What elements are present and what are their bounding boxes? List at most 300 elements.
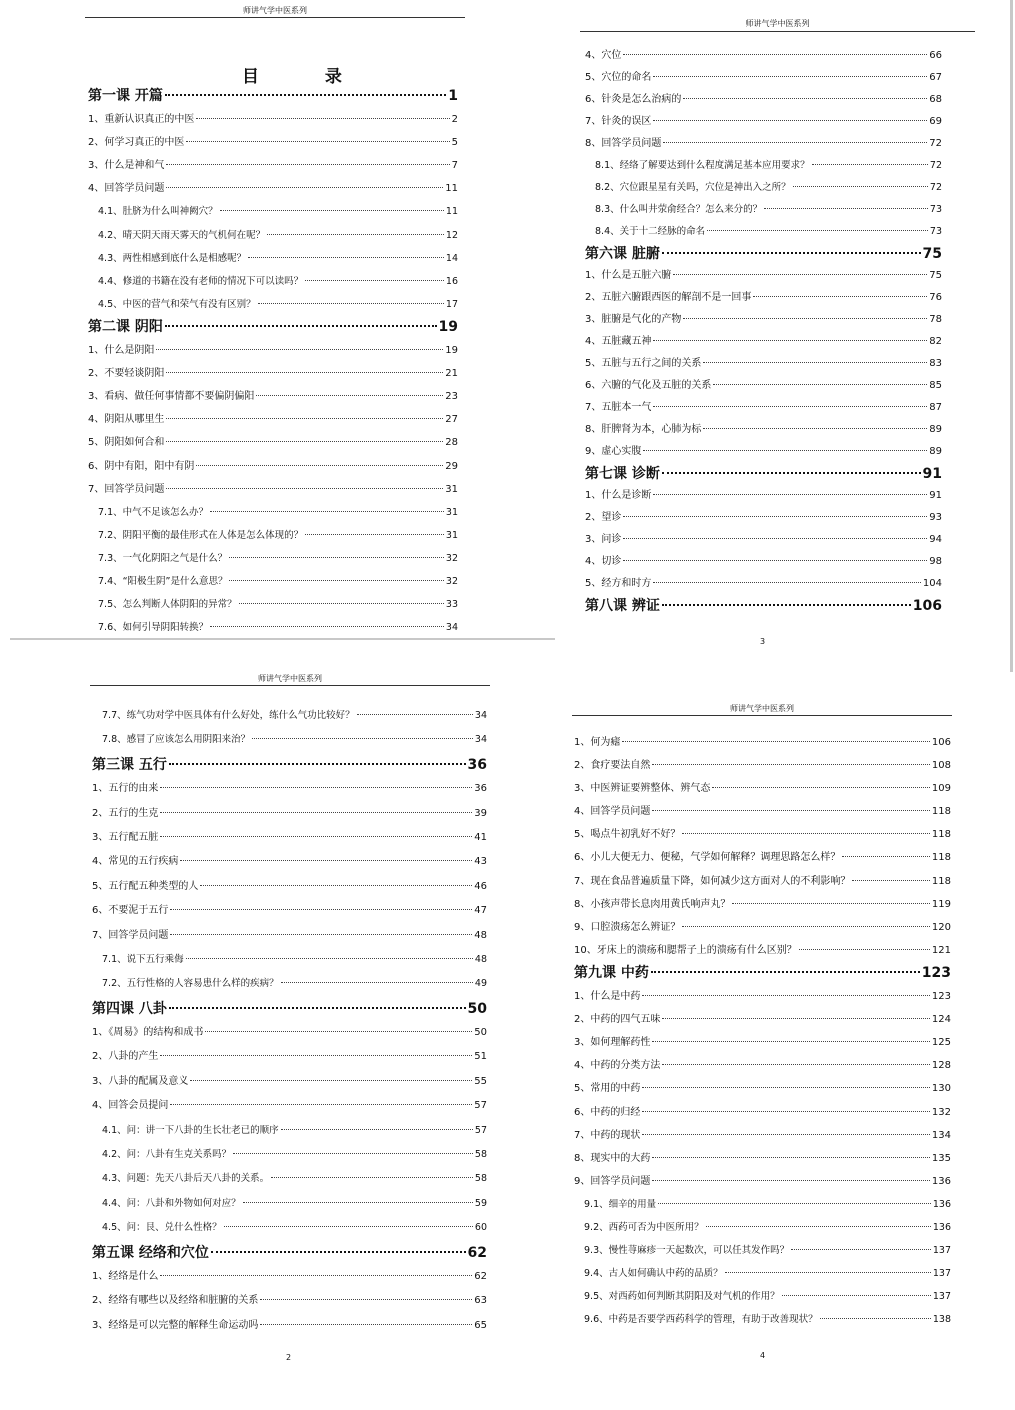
entry-page-number: 31: [445, 506, 458, 518]
entry-title: 4、穴位: [585, 50, 622, 61]
entry-page-number: 65: [474, 1319, 487, 1331]
page-edge: [1010, 0, 1013, 672]
dot-leader: [791, 1249, 931, 1250]
header-rule: [580, 31, 975, 32]
entry-page-number: 48: [474, 929, 487, 941]
entry-title: 5、五行配五种类型的人: [92, 880, 199, 892]
toc-page-1: [10, 0, 555, 640]
entry-title: 第八课 辨证: [585, 598, 660, 614]
dot-leader: [160, 812, 472, 813]
toc-entry: [574, 846, 951, 869]
entry-title: 2、中药的四气五味: [574, 1014, 661, 1026]
entry-page-number: 49: [474, 978, 487, 990]
dot-leader: [156, 349, 443, 350]
dot-leader: [782, 1295, 931, 1296]
toc-entry: [585, 287, 942, 309]
entry-title: 7、针灸的误区: [585, 116, 652, 127]
entry-page-number: 51: [474, 1051, 487, 1063]
toc-entry: [574, 800, 951, 823]
dot-leader: [662, 604, 911, 606]
entry-page-number: 31: [445, 483, 458, 495]
toc-entry: [92, 826, 487, 850]
entry-page-number: 68: [929, 94, 942, 105]
entry-page-number: 72: [929, 138, 942, 149]
entry-page-number: 75: [922, 246, 942, 262]
entry-title: 4、阴阳从哪里生: [88, 414, 165, 426]
dot-leader: [652, 1041, 930, 1042]
entry-title: 6、阴中有阳，阳中有阴: [88, 460, 195, 472]
entry-title: 1、什么是阴阳: [88, 345, 155, 357]
entry-page-number: 104: [922, 578, 942, 589]
toc-entry: [585, 419, 942, 441]
entry-page-number: 11: [445, 183, 458, 195]
entry-title: 第二课 阴阳: [88, 318, 163, 335]
entry-page-number: 34: [445, 622, 458, 634]
dot-leader: [820, 1318, 931, 1319]
entry-title: 第六课 脏腑: [585, 246, 660, 262]
toc-entry: [585, 265, 942, 287]
entry-title: 4、回答学员问题: [574, 806, 651, 818]
entry-title: 6、中药的归经: [574, 1106, 641, 1118]
toc-entry: [574, 1193, 951, 1216]
toc-entry: [88, 339, 458, 362]
dot-leader: [165, 94, 446, 96]
dot-leader: [248, 257, 444, 258]
header-rule: [572, 715, 952, 716]
dot-leader: [663, 142, 927, 143]
toc-entry: [585, 485, 942, 507]
entry-title: 2、不要轻谈阴阳: [88, 368, 165, 380]
dot-leader: [220, 210, 444, 211]
toc-entry: [574, 731, 951, 754]
dot-leader: [210, 511, 444, 512]
dot-leader: [653, 494, 927, 495]
dot-leader: [211, 1251, 466, 1253]
page-header: 师讲气学中医系列: [258, 674, 322, 683]
entry-title: 1、什么是中药: [574, 991, 641, 1003]
entry-page-number: 78: [929, 314, 942, 325]
dot-leader: [642, 995, 930, 996]
entry-page-number: 55: [474, 1075, 487, 1087]
entry-page-number: 50: [474, 1027, 487, 1039]
entry-page-number: 5: [451, 137, 458, 149]
entry-page-number: 118: [931, 875, 951, 887]
entry-page-number: 23: [445, 391, 458, 403]
toc-entry: [92, 948, 487, 972]
entry-page-number: 46: [474, 880, 487, 892]
entry-title: 3、如何理解药性: [574, 1037, 651, 1049]
toc-chapter-entry: [574, 962, 951, 985]
entry-title: 2、八卦的产生: [92, 1051, 159, 1063]
toc-entry: [574, 939, 951, 962]
dot-leader: [190, 1080, 472, 1081]
entry-title: 1、五行的由来: [92, 783, 159, 795]
entry-page-number: 67: [929, 72, 942, 83]
dot-leader: [753, 296, 927, 297]
entry-title: 4.4、修道的书籍在没有老师的情况下可以读吗？: [98, 275, 304, 287]
toc-entry: [574, 777, 951, 800]
toc-chapter-entry: [585, 463, 942, 485]
entry-page-number: 119: [931, 898, 951, 910]
entry-page-number: 50: [467, 1000, 487, 1017]
entry-title: 2、五行的生克: [92, 807, 159, 819]
dot-leader: [706, 1226, 931, 1227]
entry-title: 5、阴阳如何合和: [88, 437, 165, 449]
entry-title: 4.1、肚脐为什么叫神阙穴？: [98, 206, 218, 218]
toc-entry: [574, 754, 951, 777]
entry-title: 4、中药的分类方法: [574, 1060, 661, 1072]
dot-leader: [160, 1275, 472, 1276]
dot-leader: [252, 738, 473, 739]
dot-leader: [229, 557, 444, 558]
entry-title: 7.4、“阳极生阴”是什么意思？: [98, 575, 228, 587]
entry-title: 3、中医辨证要辨整体、辨气态: [574, 783, 711, 795]
dot-leader: [642, 1134, 930, 1135]
entry-title: 3、问诊: [585, 534, 622, 545]
dot-leader: [166, 164, 449, 165]
dot-leader: [623, 54, 927, 55]
toc-entry: [92, 850, 487, 874]
toc-entry: [574, 1054, 951, 1077]
dot-leader: [652, 1180, 930, 1181]
entry-page-number: 137: [932, 1268, 951, 1280]
dot-leader: [239, 603, 444, 604]
toc-entry: [585, 353, 942, 375]
dot-leader: [812, 164, 928, 165]
header-rule: [90, 685, 490, 686]
dot-leader: [271, 1177, 473, 1178]
page-header: 师讲气学中医系列: [730, 704, 794, 713]
dot-leader: [166, 441, 443, 442]
toc-entry: [92, 972, 487, 996]
entry-page-number: 73: [929, 204, 942, 215]
toc-entry: [88, 362, 458, 385]
entry-title: 1、经络是什么: [92, 1270, 159, 1282]
entry-page-number: 16: [445, 275, 458, 287]
dot-leader: [793, 186, 928, 187]
dot-leader: [166, 372, 443, 373]
dot-leader: [651, 971, 920, 973]
dot-leader: [260, 1299, 472, 1300]
entry-title: 第一课 开篇: [88, 88, 163, 104]
dot-leader: [200, 885, 472, 886]
entry-page-number: 72: [929, 182, 942, 193]
entry-title: 2、五脏六腑跟西医的解剖不是一回事: [585, 292, 752, 303]
entry-page-number: 34: [474, 710, 487, 721]
entry-page-number: 11: [445, 206, 458, 218]
toc-entries: [88, 85, 458, 639]
toc-chapter-entry: [92, 997, 487, 1021]
dot-leader: [166, 418, 443, 419]
dot-leader: [703, 362, 927, 363]
page-divider: [10, 638, 555, 640]
entry-page-number: 118: [931, 852, 951, 864]
toc-entry: [574, 916, 951, 939]
dot-leader: [703, 428, 927, 429]
entry-page-number: 83: [929, 358, 942, 369]
dot-leader: [653, 340, 927, 341]
toc-entry: [574, 1216, 951, 1239]
dot-leader: [652, 764, 930, 765]
entry-page-number: 125: [931, 1037, 951, 1049]
toc-entry: [574, 893, 951, 916]
entry-title: 5、喝点牛初乳好不好？: [574, 829, 681, 841]
dot-leader: [799, 949, 930, 950]
dot-leader: [305, 280, 444, 281]
entry-page-number: 93: [929, 512, 942, 523]
entry-title: 2、何学习真正的中医: [88, 137, 185, 149]
entry-page-number: 66: [929, 50, 942, 61]
toc-entry: [585, 67, 942, 89]
dot-leader: [622, 741, 930, 742]
dot-leader: [643, 450, 927, 451]
dot-leader: [196, 118, 449, 119]
entry-page-number: 59: [474, 1197, 487, 1209]
entry-title: 8.4、关于十二经脉的命名: [595, 226, 706, 237]
entry-page-number: 123: [921, 964, 951, 981]
toc-entry: [574, 1262, 951, 1285]
toc-entry: [88, 293, 458, 316]
toc-entry: [92, 704, 487, 728]
entry-page-number: 63: [474, 1295, 487, 1307]
entry-page-number: 58: [474, 1173, 487, 1185]
toc-entry: [574, 870, 951, 893]
entry-page-number: 73: [929, 226, 942, 237]
entry-page-number: 69: [929, 116, 942, 127]
entry-title: 4、切诊: [585, 556, 622, 567]
entry-title: 4.4、问：八卦和外物如何对应？: [102, 1197, 241, 1209]
dot-leader: [662, 1018, 930, 1019]
toc-entry: [88, 431, 458, 454]
page-number: 2: [286, 1353, 292, 1362]
toc-entry: [92, 1314, 487, 1338]
entry-title: 2、望诊: [585, 512, 622, 523]
dot-leader: [233, 1153, 473, 1154]
entry-page-number: 21: [445, 368, 458, 380]
toc-entry: [585, 507, 942, 529]
entry-title: 4.2、问：八卦有生克关系吗？: [102, 1149, 232, 1161]
toc-entry: [585, 331, 942, 353]
entry-title: 5、经方和时方: [585, 578, 652, 589]
toc-entry: [574, 1008, 951, 1031]
dot-leader: [707, 230, 928, 231]
toc-entry: [92, 777, 487, 801]
entry-title: 3、看病、做任何事情都不要偏阴偏阳: [88, 391, 255, 403]
toc-entry: [585, 375, 942, 397]
entry-title: 6、六腑的气化及五脏的关系: [585, 380, 712, 391]
entry-page-number: 91: [929, 490, 942, 501]
dot-leader: [652, 1157, 930, 1158]
dot-leader: [653, 76, 927, 77]
entry-title: 3、经络是可以完整的解释生命运动吗: [92, 1319, 259, 1331]
entry-title: 3、脏腑是气化的产物: [585, 314, 682, 325]
entry-page-number: 136: [931, 1175, 951, 1187]
toc-entry: [88, 247, 458, 270]
entry-page-number: 34: [474, 734, 487, 746]
toc-entry: [88, 524, 458, 547]
entry-title: 7.1、说下五行乘侮: [102, 953, 184, 965]
entry-title: 1、何为瘧: [574, 737, 621, 748]
dot-leader: [260, 1324, 472, 1325]
entry-page-number: 135: [931, 1152, 951, 1164]
dot-leader: [653, 582, 921, 583]
entry-page-number: 36: [474, 783, 487, 795]
dot-leader: [305, 534, 444, 535]
entry-title: 10、牙床上的溃疡和腮帮子上的溃疡有什么区别？: [574, 944, 797, 956]
dot-leader: [852, 880, 930, 881]
toc-entry: [574, 1147, 951, 1170]
toc-entry: [88, 385, 458, 408]
dot-leader: [652, 810, 930, 811]
toc-entry: [574, 823, 951, 846]
entry-page-number: 29: [445, 460, 458, 472]
entry-page-number: 137: [932, 1291, 951, 1303]
entry-title: 9.5、对西药如何判断其阴阳及对气机的作用？: [584, 1291, 780, 1303]
toc-entry: [92, 1119, 487, 1143]
entry-page-number: 41: [474, 831, 487, 843]
entry-page-number: 57: [474, 1124, 487, 1136]
entry-page-number: 128: [931, 1060, 951, 1072]
dot-leader: [165, 325, 437, 327]
toc-entry: [92, 1045, 487, 1069]
entry-title: 9.1、细辛的用量: [584, 1198, 657, 1210]
toc-entry: [92, 1289, 487, 1313]
entry-title: 7、五脏本一气: [585, 402, 652, 413]
toc-entry: [585, 111, 942, 133]
toc-entry: [585, 45, 942, 67]
entry-title: 4.2、晴天阴天雨天雾天的气机何在呢？: [98, 229, 266, 241]
entry-page-number: 36: [467, 756, 487, 773]
toc-entry: [88, 270, 458, 293]
toc-page-3: [565, 0, 1010, 660]
dot-leader: [243, 1202, 473, 1203]
entry-page-number: 106: [931, 737, 951, 748]
entry-title: 9.3、慢性荨麻疹一天起数次，可以任其发作吗？: [584, 1245, 790, 1257]
dot-leader: [653, 120, 927, 121]
entry-title: 8.3、什么叫井荥俞经合？怎么来分的？: [595, 204, 763, 215]
dot-leader: [210, 626, 444, 627]
dot-leader: [683, 318, 927, 319]
dot-leader: [281, 982, 473, 983]
toc-entry: [88, 154, 458, 177]
entry-title: 4.5、中医的营气和荣气有没有区别？: [98, 298, 256, 310]
entry-title: 4、回答学员问题: [88, 183, 165, 195]
entry-page-number: 109: [931, 783, 951, 795]
toc-entry: [585, 309, 942, 331]
entry-page-number: 19: [438, 318, 458, 335]
toc-entry: [88, 616, 458, 639]
dot-leader: [186, 141, 449, 142]
entry-page-number: 75: [929, 270, 942, 281]
entry-title: 1、什么是五脏六腑: [585, 270, 672, 281]
dot-leader: [642, 1087, 930, 1088]
toc-entry: [92, 1021, 487, 1045]
toc-entry: [585, 529, 942, 551]
dot-leader: [725, 1272, 931, 1273]
entry-page-number: 28: [445, 437, 458, 449]
entry-title: 7.1、中气不足该怎么办？: [98, 506, 209, 518]
toc-chapter-entry: [585, 595, 942, 617]
toc-entry: [585, 397, 942, 419]
entry-page-number: 89: [929, 446, 942, 457]
entry-title: 1、什么是诊断: [585, 490, 652, 501]
toc-entry: [585, 221, 942, 243]
entry-title: 8、小孩声带长息肉用黄氏响声丸？: [574, 898, 731, 910]
dot-leader: [653, 406, 927, 407]
toc-entry: [92, 802, 487, 826]
dot-leader: [623, 538, 927, 539]
entry-title: 9、虚心实腹: [585, 446, 642, 457]
page-header: 师讲气学中医系列: [243, 6, 307, 15]
toc-entry: [574, 1101, 951, 1124]
toc-entry: [92, 1216, 487, 1240]
toc-entry: [574, 1308, 951, 1331]
dot-leader: [712, 787, 930, 788]
toc-entry: [574, 1077, 951, 1100]
entry-page-number: 12: [445, 229, 458, 241]
entry-page-number: 27: [445, 414, 458, 426]
dot-leader: [170, 934, 472, 935]
entry-page-number: 118: [931, 829, 951, 841]
toc-entry: [88, 224, 458, 247]
entry-title: 9.2、西药可否为中医所用？: [584, 1221, 704, 1233]
entry-title: 4.5、问：艮、兑什么性格？: [102, 1222, 222, 1234]
entry-page-number: 62: [467, 1244, 487, 1261]
toc-entries: [92, 704, 487, 1338]
toc-entry: [574, 1239, 951, 1262]
entry-title: 5、穴位的命名: [585, 72, 652, 83]
dot-leader: [662, 1064, 930, 1065]
toc-entry: [88, 593, 458, 616]
dot-leader: [160, 787, 472, 788]
dot-leader: [732, 903, 930, 904]
entry-page-number: 48: [474, 953, 487, 965]
entry-page-number: 32: [445, 552, 458, 564]
toc-entry: [88, 547, 458, 570]
toc-chapter-entry: [92, 753, 487, 777]
toc-entry: [88, 501, 458, 524]
entry-page-number: 7: [451, 160, 458, 172]
entry-page-number: 137: [932, 1245, 951, 1257]
entry-title: 8、现实中的大药: [574, 1152, 651, 1164]
toc-entry: [574, 1285, 951, 1308]
toc-entry: [92, 1167, 487, 1191]
toc-entry: [92, 1192, 487, 1216]
dot-leader: [229, 580, 443, 581]
entry-title: 9、回答学员问题: [574, 1175, 651, 1187]
entry-title: 5、常用的中药: [574, 1083, 641, 1095]
toc-entry: [585, 155, 942, 177]
entry-page-number: 43: [474, 856, 487, 868]
dot-leader: [673, 274, 927, 275]
page-number: 3: [760, 637, 766, 646]
toc-entries: [574, 731, 951, 1331]
dot-leader: [258, 303, 444, 304]
toc-entry: [92, 875, 487, 899]
entry-title: 1、重新认识真正的中医: [88, 114, 195, 126]
entry-title: 7.5、怎么判断人体阴阳的异常？: [98, 599, 237, 611]
dot-leader: [842, 856, 930, 857]
entry-title: 9.6、中药是否要学西药科学的管理，有助于改善现状？: [584, 1314, 818, 1326]
entry-page-number: 14: [445, 252, 458, 264]
toc-page-2: [80, 665, 500, 1370]
entry-title: 4.3、问题：先天八卦后天八卦的关系。: [102, 1173, 270, 1185]
entry-page-number: 132: [931, 1106, 951, 1118]
dot-leader: [169, 763, 466, 765]
entry-title: 7.3、一气化阴阳之气是什么？: [98, 552, 228, 564]
page-header: 师讲气学中医系列: [745, 19, 810, 28]
entry-title: 第三课 五行: [92, 756, 167, 773]
